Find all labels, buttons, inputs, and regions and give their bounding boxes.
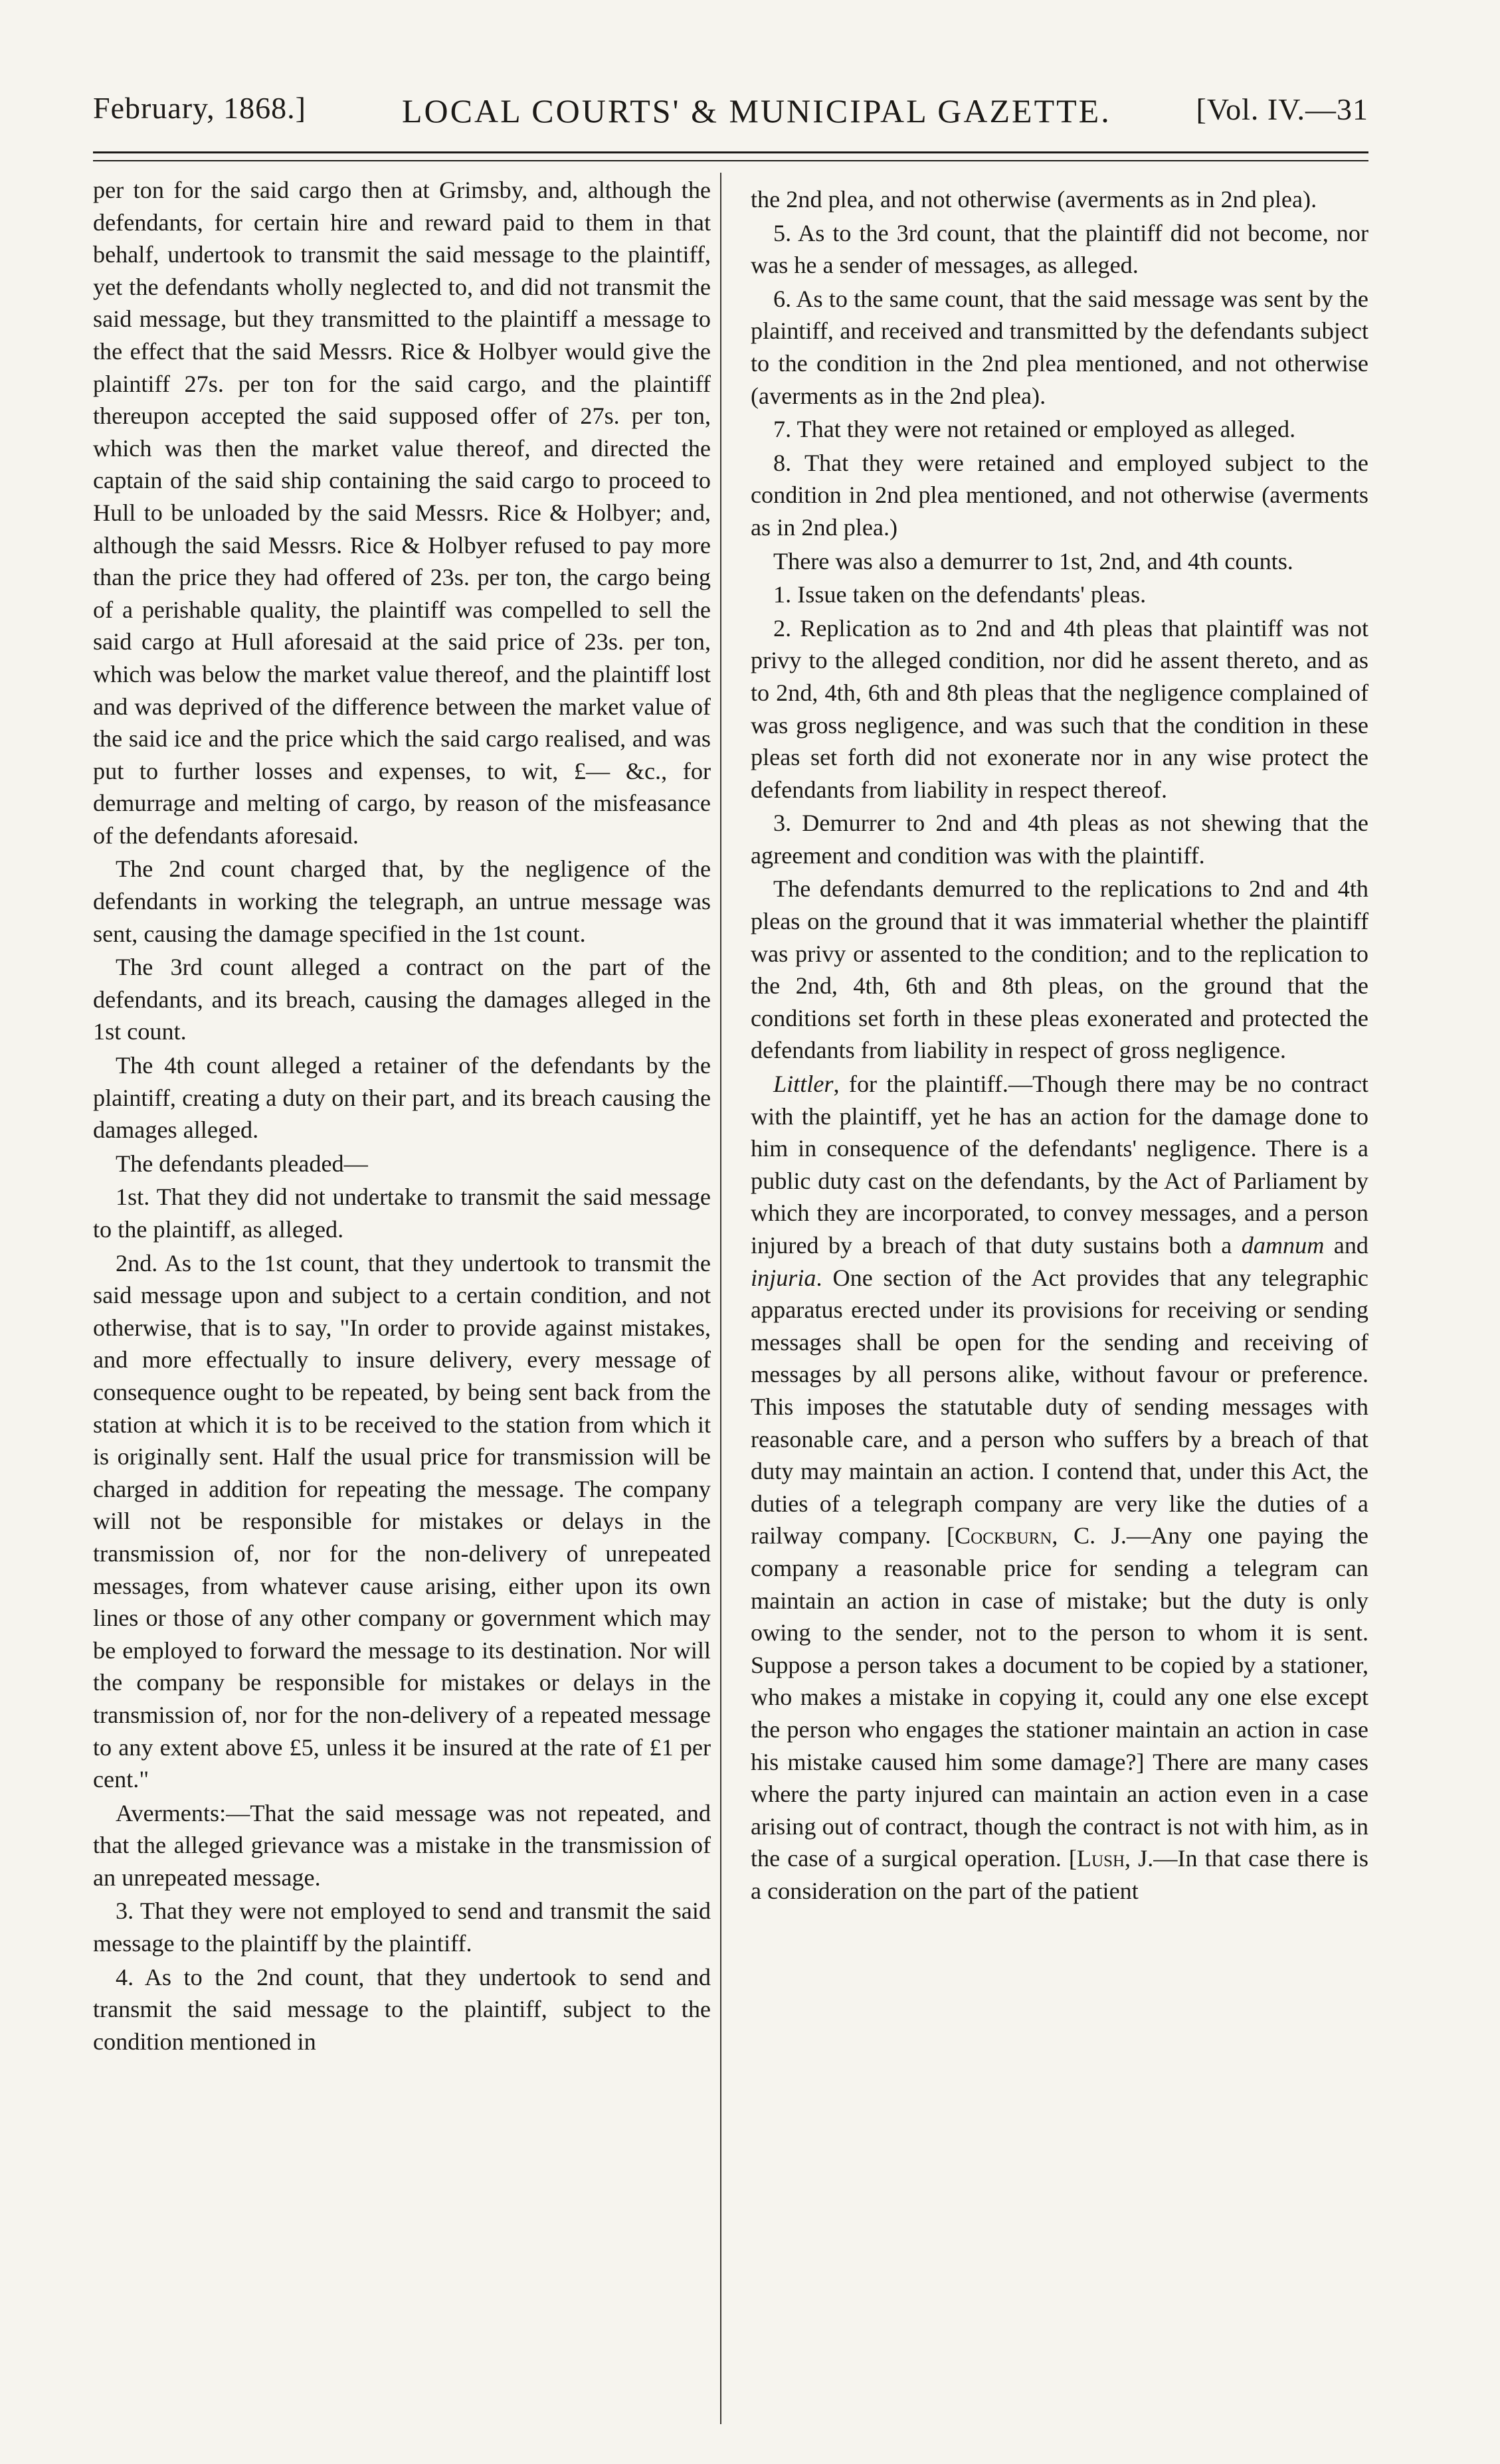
paragraph: 5. As to the 3rd count, that the plaintiff did not become, nor was he a sender of messages, as alleged. (751, 219, 1368, 279)
paragraph: the 2nd plea, and not otherwise (averments as in 2nd plea). (751, 186, 1317, 213)
paragraph: 1st. That they did not undertake to transmit the said message to the plaintiff, as alleged. (93, 1184, 711, 1243)
right-column (751, 183, 1368, 1908)
left-column (93, 174, 711, 2059)
argument-paragraph: Littler, for the plaintiff.—Though there may be no contract with the plaintiff, yet he has an action for the damage done to him in consequence of the defendants' negligence. There is a public duty cast on the defendants, by the Act of Parliament by which they are incorporated, to convey messages, and a person injured by a breach of that duty sustains both a damnum and injuria. One section of the Act provides that any telegraphic apparatus erected under its provisions for receiving or sending messages shall be open for the sending and receiving of messages by all persons alike, without favour or preference. This imposes the statutable duty of sending messages with reasonable care, and a person who suffers by a breach of that duty may maintain an action. I contend that, under this Act, the duties of a telegraph company are very like the duties of a railway company. [Cockburn, C. J.—Any one paying the company a reasonable price for sending a telegram can maintain an action in case of mistake; but the duty is only owing to the sender, not to the person to whom it is sent. Suppose a person takes a document to be copied by a stationer, who makes a mistake in copying it, could any one else except the person who engages the stationer maintain an action in case his mistake caused him some damage?] There are many cases where the party injured can maintain an action even in a case arising out of contract, though the contract is not with him, as in the case of a surgical operation. [Lush, J.—In that case there is a consideration on the part of the patient (751, 1071, 1369, 1904)
column-divider (720, 173, 721, 2424)
paragraph: 3. Demurrer to 2nd and 4th pleas as not shewing that the agreement and condition was with the plaintiff. (751, 810, 1368, 869)
paragraph: 1. Issue taken on the defendants' pleas. (773, 581, 1147, 608)
paragraph: The 2nd count charged that, by the negligence of the defendants in working the telegraph, an untrue message was sent, causing the damage specified in the 1st count. (93, 855, 711, 947)
paragraph: 4. As to the 2nd count, that they undertook to send and transmit the said message to the plaintiff, subject to the condition mentioned in (93, 1963, 711, 2055)
judge-name: Lush (1076, 1845, 1125, 1872)
paragraph: 7. That they were not retained or employed as alleged. (773, 416, 1296, 443)
paragraph: The 4th count alleged a retainer of the defendants by the plaintiff, creating a duty on their part, and its breach causing the damages alleged. (93, 1052, 711, 1144)
paragraph: 2nd. As to the 1st count, that they undertook to transmit the said message upon and subject to a certain condition, and not otherwise, that is to say, "In order to provide against mistakes, and more effectually to insure delivery, every message of consequence ought to be repeated, by being sent back from the station at which it is to be received to the station from which it is originally sent. Half the usual price for transmission will be charged in addition for repeating the message. The company will not be responsible for mistakes or delays in the transmission of, nor for the non-delivery of unrepeated messages, from whatever cause arising, either upon its own lines or those of any other company or government which may be employed to forward the message to its destination. Nor will the company be responsible for mistakes or delays in the transmission of, nor for the non-delivery of a repeated message to any extent above £5, unless it be insured at the rate of £1 per cent." (93, 1249, 711, 1793)
judge-name: Cockburn (955, 1522, 1052, 1549)
paragraph: The defendants demurred to the replications to 2nd and 4th pleas on the ground that it was immaterial whether the plaintiff was privy or assented to the condition; and to the replication to the 2nd, 4th, 6th and 8th pleas, on the ground that the conditions set forth in these pleas exonerated and protected the defendants from liability in respect of gross negligence. (751, 875, 1368, 1064)
header-rule (93, 151, 1368, 161)
paragraph: 3. That they were not employed to send and transmit the said message to the plaintiff by the plaintiff. (93, 1897, 711, 1957)
publication-title: LOCAL COURTS' & MUNICIPAL GAZETTE. (402, 92, 1111, 130)
paragraph: The 3rd count alleged a contract on the part of the defendants, and its breach, causing the damages alleged in the 1st count. (93, 954, 711, 1045)
paragraph: per ton for the said cargo then at Grimsby, and, although the defendants, for certain hire and reward paid to them in that behalf, undertook to transmit the said message to the plaintiff, yet the defendants wholly neglected to, and did not transmit the said message, but they transmitted to the plaintiff a message to the effect that the said Messrs. Rice & Holbyer would give the plaintiff 27s. per ton for the said cargo, and the plaintiff thereupon accepted the said supposed offer of 27s. per ton, which was then the market value thereof, and directed the captain of the said ship containing the said cargo to proceed to Hull to be unloaded by the said Messrs. Rice & Holbyer; and, although the said Messrs. Rice & Holbyer refused to pay more than the price they had offered of 23s. per ton, the cargo being of a perishable quality, the plaintiff was compelled to sell the said cargo at Hull aforesaid at the said price of 23s. per ton, which was below the market value thereof, and the plaintiff lost and was deprived of the difference between the market value of the said ice and the price which the said cargo realised, and was put to further losses and expenses, to wit, £— &c., for demurrage and melting of cargo, by reason of the misfeasance of the defendants aforesaid. (93, 177, 711, 849)
paragraph: 6. As to the same count, that the said message was sent by the plaintiff, and received and transmitted by the defendants subject to the condition in the 2nd plea mentioned, and not otherwise (averments as in the 2nd plea). (751, 285, 1368, 409)
paragraph: There was also a demurrer to 1st, 2nd, and 4th counts. (773, 547, 1293, 574)
paragraph: 8. That they were retained and employed subject to the condition in 2nd plea mentioned, and not otherwise (averments as in 2nd plea.) (751, 449, 1368, 541)
volume-page: [Vol. IV.—31 (1196, 92, 1368, 126)
counsel-name: Littler (773, 1071, 834, 1098)
paragraph: The defendants pleaded— (116, 1150, 368, 1177)
paragraph: Averments:—That the said message was not repeated, and that the alleged grievance was a mistake in the transmission of an unrepeated message. (93, 1799, 711, 1891)
latin-term: damnum (1241, 1232, 1325, 1259)
page-header (93, 78, 1368, 138)
latin-term: injuria (751, 1264, 816, 1291)
issue-date: February, 1868.] (93, 91, 306, 125)
paragraph: 2. Replication as to 2nd and 4th pleas that plaintiff was not privy to the alleged condition, nor did he assent thereto, and as to 2nd, 4th, 6th and 8th pleas that the negligence complained of was gross negligence, and was such that the condition in these pleas set forth did not exonerate nor in any wise protect the defendants from liability in respect thereof. (751, 614, 1368, 803)
